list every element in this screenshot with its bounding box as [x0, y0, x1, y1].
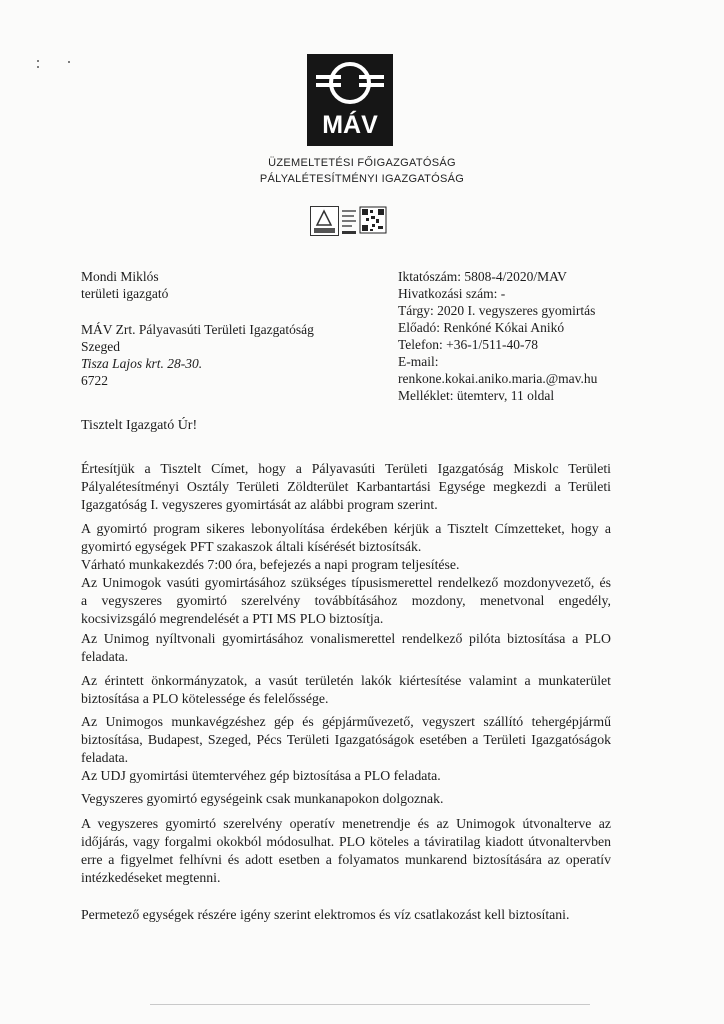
- department-line-2: PÁLYALÉTESÍTMÉNYI IGAZGATÓSÁG: [259, 173, 465, 185]
- qr-code-icon: [360, 207, 386, 233]
- paragraph-line: időjárás, vagy forgalmi okokból módosulhat. PLO köteles a táviratilag kiadott útvonaltervben: [81, 834, 611, 849]
- paragraph-7: [81, 767, 611, 785]
- reference-number: Hivatkozási szám: -: [398, 286, 506, 301]
- paragraph-line: Az érintett önkormányzatok, a vasút területén lakók kiértesítése valamint a munkaterület: [81, 673, 611, 688]
- salutation: Tisztelt Igazgató Úr!: [81, 418, 198, 433]
- paragraph-line: feladata.: [81, 649, 129, 664]
- paragraph-line: A vegyszeres gyomirtó szerelvény operatív menetrendje és az Unimogok útvonalterve az: [81, 816, 611, 831]
- paragraph-line: Permetező egységek részére igény szerint elektromos és víz csatlakozást kell biztosítani.: [81, 907, 570, 922]
- email-label: E-mail:: [398, 354, 439, 369]
- email-address: renkone.kokai.aniko.maria.@mav.hu: [398, 371, 598, 386]
- recipient-city: Szeged: [81, 339, 120, 354]
- paragraph-10: [81, 906, 611, 924]
- paragraph-line: kocsivizsgáló megrendelését a PTI MS PLO biztosítja.: [81, 611, 384, 626]
- paragraph-line: Értesítjük a Tisztelt Címet, hogy a Pályavasúti Területi Igazgatóság Miskolc Területi: [81, 461, 611, 476]
- paragraph-line: a vegyszeres gyomirtó szerelvény továbbításához mozdony, menetvonal engedély,: [81, 593, 611, 608]
- paragraph-1: [81, 460, 611, 514]
- scan-mark: [37, 60, 39, 62]
- paragraph-line: feladata.: [81, 750, 129, 765]
- paragraph-8: [81, 790, 611, 808]
- recipient-block: [81, 321, 314, 389]
- sender-block: [81, 268, 168, 302]
- sender-name: Mondi Miklós: [81, 269, 159, 284]
- paragraph-line: Az Unimogok vasúti gyomirtásához szükséges típusismerettel rendelkező mozdonyvezető, és: [81, 575, 611, 590]
- subject: Tárgy: 2020 I. vegyszeres gyomirtás: [398, 303, 596, 318]
- sender-title: területi igazgató: [81, 286, 169, 301]
- department-line-1: ÜZEMELTETÉSI FŐIGAZGATÓSÁG: [268, 157, 456, 169]
- mav-logo: [307, 54, 393, 146]
- recipient-organization: MÁV Zrt. Pályavasúti Területi Igazgatóság: [81, 322, 314, 337]
- paragraph-6: [81, 713, 611, 767]
- recipient-zip: 6722: [81, 373, 108, 388]
- paragraph-line: biztosítása a PLO kötelessége és felelőssége.: [81, 691, 329, 706]
- phone: Telefon: +36-1/511-40-78: [398, 337, 539, 352]
- paragraph-line: intézkedéseket megtenni.: [81, 870, 221, 885]
- handler: Előadó: Renkóné Kókai Anikó: [398, 320, 565, 335]
- footer-divider: [150, 1004, 590, 1005]
- paragraph-line: biztosítása, Budapest, Szeged, Pécs Területi Igazgatóságok esetében a Területi Igazgatóságok: [81, 732, 611, 747]
- logo-text: MÁV: [322, 111, 378, 139]
- paragraph-line: Az Unimog nyíltvonali gyomirtásához vonalismerettel rendelkező pilóta biztosítása a PLO: [81, 631, 611, 646]
- attachment: Melléklet: ütemterv, 11 oldal: [398, 388, 555, 403]
- mav-emblem-icon: [307, 54, 393, 110]
- paragraph-line: Vegyszeres gyomirtó egységeink csak munkanapokon dolgoznak.: [81, 791, 444, 806]
- scan-mark: [37, 66, 39, 68]
- file-number: Iktatószám: 5808-4/2020/MAV: [398, 269, 567, 284]
- reference-block: [398, 268, 597, 404]
- scan-mark: [68, 61, 70, 63]
- paragraph-line: Pályalétesítményi Osztály Területi Zöldterület Karbantartási Egysége megkezdi a Területi: [81, 479, 611, 494]
- paragraph-line: A gyomirtó program sikeres lebonyolítása érdekében kérjük a Tisztelt Címzetteket, hogy a: [81, 521, 611, 536]
- recipient-street: Tisza Lajos krt. 28-30.: [81, 356, 203, 371]
- paragraph-2: [81, 520, 611, 574]
- paragraph-line: Az UDJ gyomirtási ütemtervéhez gép biztosítása a PLO feladata.: [81, 768, 441, 783]
- paragraph-9: [81, 815, 611, 887]
- paragraph-line: Az Unimogos munkavégzéshez gép és gépjárművezető, vegyszert szállító tehergépjármű: [81, 714, 611, 729]
- paragraph-line: Várható munkakezdés 7:00 óra, befejezés a napi program teljesítése.: [81, 557, 460, 572]
- paragraph-line: Igazgatóság I. vegyszeres gyomirtását az alábbi program szerint.: [81, 497, 438, 512]
- paragraph-5: [81, 672, 611, 708]
- certification-badge: [310, 206, 388, 236]
- paragraph-4: [81, 630, 611, 666]
- paragraph-line: gyomirtó egységek PFT szakaszok általi kísérését biztosítsák.: [81, 539, 422, 554]
- paragraph-3: [81, 574, 611, 628]
- paragraph-line: erre a figyelmet felhívni és adott esetben a folyamatos munkarend biztosítására az operatív: [81, 852, 611, 867]
